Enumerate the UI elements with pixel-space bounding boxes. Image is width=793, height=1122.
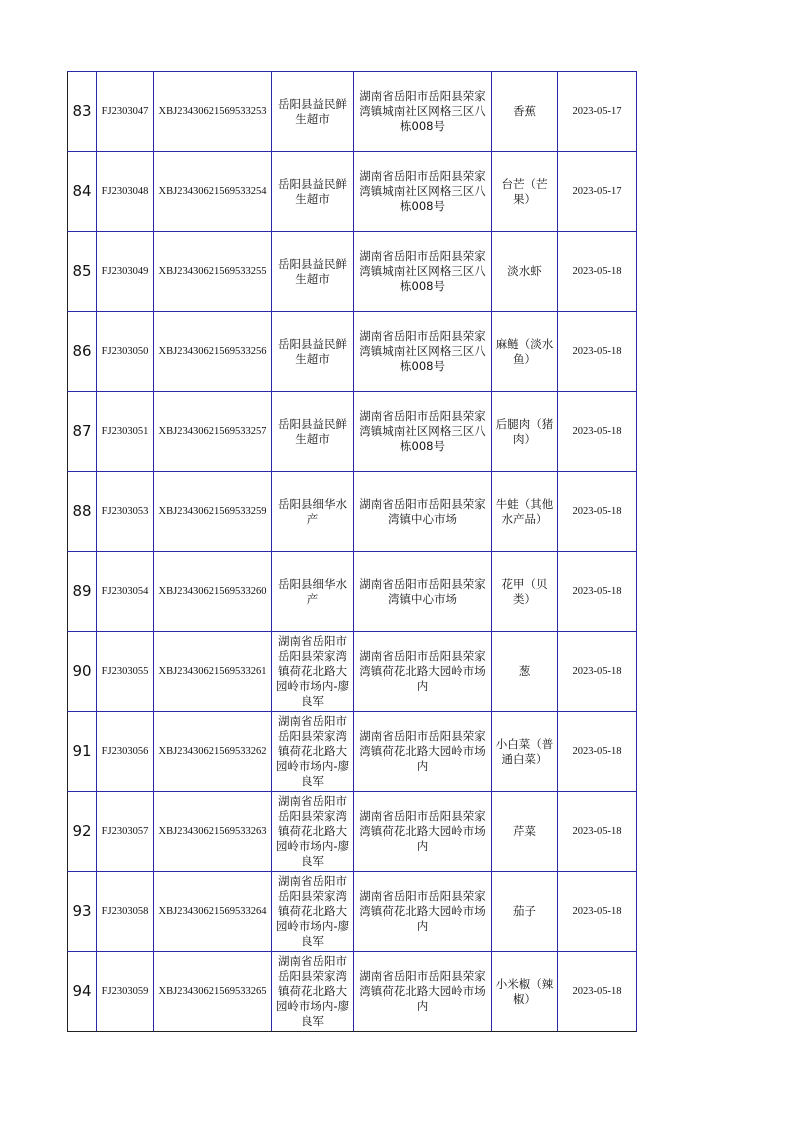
address-cell: 湖南省岳阳市岳阳县荣家湾镇荷花北路大园岭市场内 [354,952,492,1032]
business-name-cell: 湖南省岳阳市岳阳县荣家湾镇荷花北路大园岭市场内-廖良军 [272,712,354,792]
report-number-cell: XBJ23430621569533264 [154,872,272,952]
sample-id-cell: FJ2303051 [97,392,154,472]
row-number: 93 [68,872,97,952]
sample-id-cell: FJ2303057 [97,792,154,872]
product-cell: 牛蛙（其他水产品） [492,472,558,552]
table-row [68,312,637,392]
address-cell: 湖南省岳阳市岳阳县荣家湾镇中心市场 [354,472,492,552]
business-name-cell: 岳阳县细华水产 [272,472,354,552]
business-name-cell: 湖南省岳阳市岳阳县荣家湾镇荷花北路大园岭市场内-廖良军 [272,632,354,712]
product-cell: 葱 [492,632,558,712]
date-cell: 2023-05-17 [558,72,637,152]
table-row [68,472,637,552]
date-cell: 2023-05-17 [558,152,637,232]
row-number: 88 [68,472,97,552]
table-row [68,792,637,872]
address-cell: 湖南省岳阳市岳阳县荣家湾镇荷花北路大园岭市场内 [354,792,492,872]
product-cell: 小米椒（辣椒） [492,952,558,1032]
product-cell: 小白菜（普通白菜） [492,712,558,792]
business-name-cell: 岳阳县细华水产 [272,552,354,632]
row-number: 90 [68,632,97,712]
report-number-cell: XBJ23430621569533253 [154,72,272,152]
sample-id-cell: FJ2303054 [97,552,154,632]
sample-id-cell: FJ2303056 [97,712,154,792]
address-cell: 湖南省岳阳市岳阳县荣家湾镇城南社区网格三区八栋008号 [354,72,492,152]
row-number: 94 [68,952,97,1032]
sample-id-cell: FJ2303049 [97,232,154,312]
report-number-cell: XBJ23430621569533257 [154,392,272,472]
date-cell: 2023-05-18 [558,312,637,392]
sample-id-cell: FJ2303058 [97,872,154,952]
date-cell: 2023-05-18 [558,952,637,1032]
address-cell: 湖南省岳阳市岳阳县荣家湾镇荷花北路大园岭市场内 [354,632,492,712]
date-cell: 2023-05-18 [558,792,637,872]
sample-id-cell: FJ2303059 [97,952,154,1032]
date-cell: 2023-05-18 [558,712,637,792]
row-number: 84 [68,152,97,232]
table-row [68,232,637,312]
address-cell: 湖南省岳阳市岳阳县荣家湾镇城南社区网格三区八栋008号 [354,232,492,312]
table-row [68,72,637,152]
product-cell: 后腿肉（猪肉） [492,392,558,472]
inspection-table [67,71,637,1032]
business-name-cell: 岳阳县益民鲜生超市 [272,232,354,312]
report-number-cell: XBJ23430621569533265 [154,952,272,1032]
address-cell: 湖南省岳阳市岳阳县荣家湾镇城南社区网格三区八栋008号 [354,392,492,472]
business-name-cell: 湖南省岳阳市岳阳县荣家湾镇荷花北路大园岭市场内-廖良军 [272,872,354,952]
address-cell: 湖南省岳阳市岳阳县荣家湾镇中心市场 [354,552,492,632]
business-name-cell: 湖南省岳阳市岳阳县荣家湾镇荷花北路大园岭市场内-廖良军 [272,952,354,1032]
report-number-cell: XBJ23430621569533256 [154,312,272,392]
sample-id-cell: FJ2303050 [97,312,154,392]
address-cell: 湖南省岳阳市岳阳县荣家湾镇城南社区网格三区八栋008号 [354,312,492,392]
address-cell: 湖南省岳阳市岳阳县荣家湾镇荷花北路大园岭市场内 [354,872,492,952]
table-row [68,632,637,712]
report-number-cell: XBJ23430621569533262 [154,712,272,792]
table-row [68,872,637,952]
table-row [68,392,637,472]
table-row [68,552,637,632]
product-cell: 花甲（贝类） [492,552,558,632]
sample-id-cell: FJ2303055 [97,632,154,712]
product-cell: 香蕉 [492,72,558,152]
date-cell: 2023-05-18 [558,632,637,712]
table-body [68,72,637,1032]
product-cell: 麻鲢（淡水鱼） [492,312,558,392]
product-cell: 台芒（芒果） [492,152,558,232]
sample-id-cell: FJ2303047 [97,72,154,152]
table-row [68,712,637,792]
date-cell: 2023-05-18 [558,232,637,312]
business-name-cell: 岳阳县益民鲜生超市 [272,72,354,152]
table-row [68,152,637,232]
business-name-cell: 湖南省岳阳市岳阳县荣家湾镇荷花北路大园岭市场内-廖良军 [272,792,354,872]
date-cell: 2023-05-18 [558,552,637,632]
report-number-cell: XBJ23430621569533255 [154,232,272,312]
row-number: 91 [68,712,97,792]
date-cell: 2023-05-18 [558,872,637,952]
date-cell: 2023-05-18 [558,472,637,552]
row-number: 83 [68,72,97,152]
address-cell: 湖南省岳阳市岳阳县荣家湾镇荷花北路大园岭市场内 [354,712,492,792]
row-number: 92 [68,792,97,872]
product-cell: 芹菜 [492,792,558,872]
business-name-cell: 岳阳县益民鲜生超市 [272,312,354,392]
row-number: 85 [68,232,97,312]
business-name-cell: 岳阳县益民鲜生超市 [272,392,354,472]
row-number: 86 [68,312,97,392]
report-number-cell: XBJ23430621569533261 [154,632,272,712]
sample-id-cell: FJ2303053 [97,472,154,552]
sample-id-cell: FJ2303048 [97,152,154,232]
report-number-cell: XBJ23430621569533260 [154,552,272,632]
product-cell: 茄子 [492,872,558,952]
business-name-cell: 岳阳县益民鲜生超市 [272,152,354,232]
date-cell: 2023-05-18 [558,392,637,472]
report-number-cell: XBJ23430621569533259 [154,472,272,552]
product-cell: 淡水虾 [492,232,558,312]
report-number-cell: XBJ23430621569533254 [154,152,272,232]
report-number-cell: XBJ23430621569533263 [154,792,272,872]
table-row [68,952,637,1032]
row-number: 89 [68,552,97,632]
address-cell: 湖南省岳阳市岳阳县荣家湾镇城南社区网格三区八栋008号 [354,152,492,232]
row-number: 87 [68,392,97,472]
